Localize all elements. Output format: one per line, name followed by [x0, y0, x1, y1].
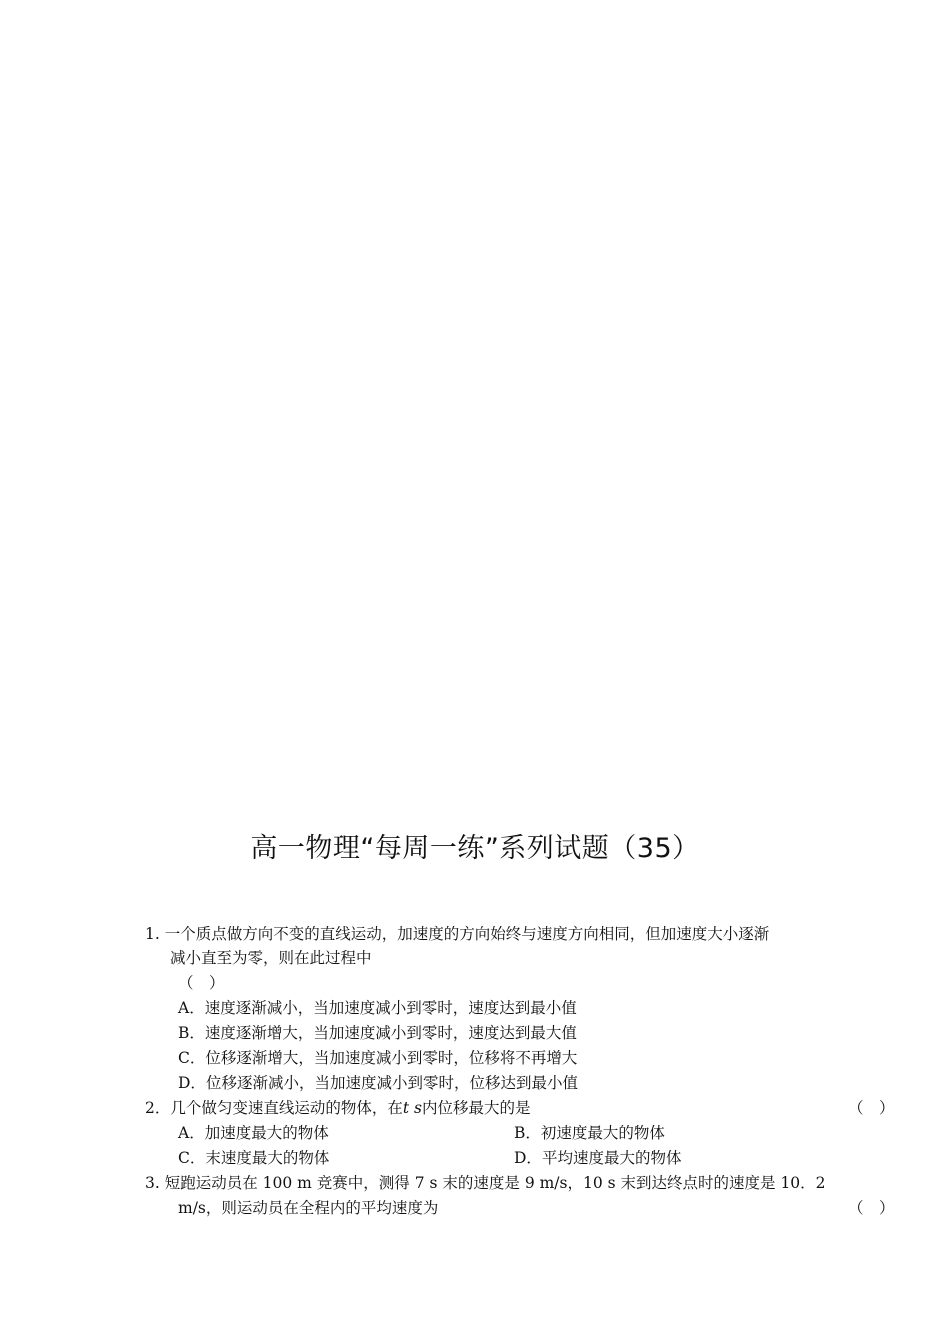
option-text: 加速度最大的物体: [204, 1124, 329, 1142]
option-label: C．: [178, 1049, 206, 1067]
option-text: 速度逐渐增大，当加速度减小到零时，速度达到最大值: [204, 1024, 577, 1042]
question-2-answer-paren: （ ）: [848, 1099, 895, 1117]
question-1-option-c: [178, 1048, 577, 1068]
question-1-line-2: 减小直至为零，则在此过程中: [170, 949, 372, 967]
question-1-number: 1.: [145, 925, 160, 943]
question-3-text-1: 短跑运动员在 100 m 竞赛中，测得 7 s 末的速度是 9 m/s，10 s 末到达终点时的速度是 10．2: [164, 1174, 826, 1192]
question-2-option-c: [178, 1148, 329, 1168]
option-label: A．: [178, 1124, 205, 1142]
question-1-option-d: [178, 1073, 578, 1093]
question-1-option-b: [178, 1023, 577, 1043]
question-2-option-b: [514, 1123, 665, 1143]
question-3-line-2: m/s，则运动员在全程内的平均速度为: [178, 1199, 439, 1217]
question-1-line-1: [145, 924, 769, 944]
option-label: A．: [178, 999, 205, 1017]
option-label: B．: [178, 1024, 205, 1042]
question-1-option-a: [178, 998, 577, 1018]
question-2-text-before: 几个做匀变速直线运动的物体，在: [170, 1099, 403, 1117]
option-text: 速度逐渐减小，当加速度减小到零时，速度达到最小值: [204, 999, 577, 1017]
option-text: 平均速度最大的物体: [541, 1149, 682, 1167]
question-2-option-a: [178, 1123, 329, 1143]
question-2-option-d: [514, 1148, 681, 1168]
question-3-answer-paren: （ ）: [848, 1199, 895, 1217]
question-3-number: 3.: [145, 1174, 160, 1192]
option-label: D．: [514, 1149, 542, 1167]
option-text: 末速度最大的物体: [205, 1149, 330, 1167]
question-2-line-1: [145, 1098, 531, 1118]
page-title: 高一物理“每周一练”系列试题（35）: [250, 833, 700, 864]
option-text: 位移逐渐减小，当加速度减小到零时，位移达到最小值: [205, 1074, 578, 1092]
option-text: 位移逐渐增大，当加速度减小到零时，位移将不再增大: [205, 1049, 578, 1067]
question-2-text-after: 内位移最大的是: [422, 1099, 531, 1117]
option-label: B．: [514, 1124, 541, 1142]
question-3-line-1: [145, 1173, 826, 1193]
option-text: 初速度最大的物体: [540, 1124, 665, 1142]
question-1-answer-paren: （ ）: [178, 974, 225, 992]
question-2-number: 2．: [145, 1099, 171, 1117]
option-label: C．: [178, 1149, 206, 1167]
option-label: D．: [178, 1074, 206, 1092]
question-2-time-variable: t s: [402, 1099, 423, 1117]
question-1-text-1: 一个质点做方向不变的直线运动，加速度的方向始终与速度方向相同，但加速度大小逐渐: [164, 925, 770, 943]
